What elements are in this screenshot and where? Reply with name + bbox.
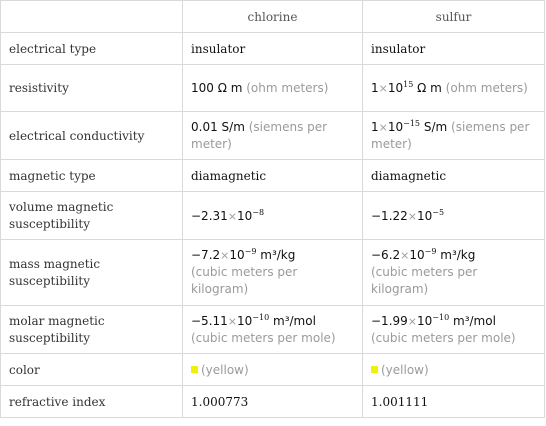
cell-chlorine [183, 192, 363, 240]
color-note: (yellow) [381, 362, 429, 377]
exponent: −5 [432, 207, 445, 217]
row-label: refractive index [1, 386, 183, 418]
row-label: electrical type [1, 33, 183, 65]
cell-chlorine: insulator [183, 33, 363, 65]
base: 10 [237, 313, 253, 328]
table-row [1, 240, 545, 306]
table-row [1, 160, 545, 192]
table-row [1, 112, 545, 160]
cell-sulfur [363, 65, 545, 112]
unit-note: (cubic meters per mole) [371, 330, 516, 345]
base: 10 [229, 248, 245, 262]
header-blank-cell [1, 1, 183, 33]
row-label: volume magnetic susceptibility [1, 192, 183, 240]
times-sign: × [378, 120, 388, 134]
row-label: resistivity [1, 65, 183, 112]
unit: m³/mol [273, 313, 316, 328]
row-label: magnetic type [1, 160, 183, 192]
times-sign: × [227, 209, 237, 223]
mantissa: 1 [371, 80, 379, 95]
mantissa: −2.31 [191, 208, 228, 223]
cell-sulfur [363, 192, 545, 240]
table-row [1, 192, 545, 240]
value: 100 [191, 81, 214, 95]
times-sign: × [400, 249, 410, 262]
unit: m³/mol [453, 313, 496, 328]
color-swatch [191, 366, 198, 373]
base: 10 [417, 313, 433, 328]
mantissa: −1.22 [371, 208, 408, 223]
cell-chlorine [183, 354, 363, 386]
times-sign: × [220, 249, 230, 262]
times-sign: × [407, 314, 417, 328]
cell-sulfur [363, 354, 545, 386]
unit-note: (cubic meters per kilogram) [371, 265, 478, 296]
base: 10 [409, 248, 425, 262]
cell-chlorine [183, 112, 363, 160]
mantissa: −1.99 [371, 313, 408, 328]
unit: S/m [423, 119, 448, 134]
unit: m³/kg [260, 248, 296, 262]
cell-sulfur [363, 240, 545, 306]
header-chlorine: chlorine [183, 1, 363, 33]
mantissa: −5.11 [191, 313, 228, 328]
mantissa: −6.2 [371, 248, 401, 262]
unit-note: (siemens per meter) [371, 119, 530, 151]
mantissa: −7.2 [191, 248, 221, 262]
cell-sulfur: diamagnetic [363, 160, 545, 192]
cell-chlorine [183, 306, 363, 354]
header-row [1, 1, 545, 33]
color-note: (yellow) [201, 362, 249, 377]
row-label: color [1, 354, 183, 386]
table-row [1, 386, 545, 418]
cell-chlorine: diamagnetic [183, 160, 363, 192]
exponent: −10 [432, 312, 450, 322]
unit-note: (ohm meters) [445, 80, 528, 95]
row-label: molar magnetic susceptibility [1, 306, 183, 354]
table-row [1, 354, 545, 386]
exponent: −8 [252, 207, 265, 217]
row-label: electrical conductivity [1, 112, 183, 160]
unit: S/m [221, 119, 245, 134]
unit-note: (siemens per meter) [191, 119, 328, 151]
base: 10 [237, 208, 253, 223]
table-row [1, 65, 545, 112]
table-row [1, 33, 545, 65]
table-row [1, 306, 545, 354]
cell-chlorine [183, 240, 363, 306]
unit-note: (cubic meters per kilogram) [191, 265, 298, 296]
color-swatch [371, 366, 378, 373]
exponent: −9 [244, 247, 257, 256]
cell-sulfur [363, 112, 545, 160]
header-sulfur: sulfur [363, 1, 545, 33]
cell-chlorine: 1.000773 [183, 386, 363, 418]
unit: Ω m [217, 81, 243, 95]
cell-sulfur: insulator [363, 33, 545, 65]
base: 10 [387, 80, 404, 95]
row-label: mass magnetic susceptibility [1, 240, 183, 306]
times-sign: × [227, 314, 237, 328]
times-sign: × [407, 209, 417, 223]
base: 10 [417, 208, 433, 223]
exponent: −9 [424, 247, 437, 256]
unit: m³/kg [440, 248, 476, 262]
exponent: 15 [403, 79, 414, 89]
unit-note: (ohm meters) [246, 81, 329, 95]
cell-sulfur [363, 306, 545, 354]
times-sign: × [378, 81, 388, 95]
exponent: −10 [252, 312, 270, 322]
value: 0.01 [191, 119, 218, 134]
unit-note: (cubic meters per mole) [191, 330, 336, 345]
mantissa: 1 [371, 119, 379, 134]
base: 10 [387, 119, 404, 134]
unit: Ω m [417, 80, 442, 95]
exponent: −15 [403, 118, 421, 128]
cell-chlorine [183, 65, 363, 112]
cell-sulfur: 1.001111 [363, 386, 545, 418]
